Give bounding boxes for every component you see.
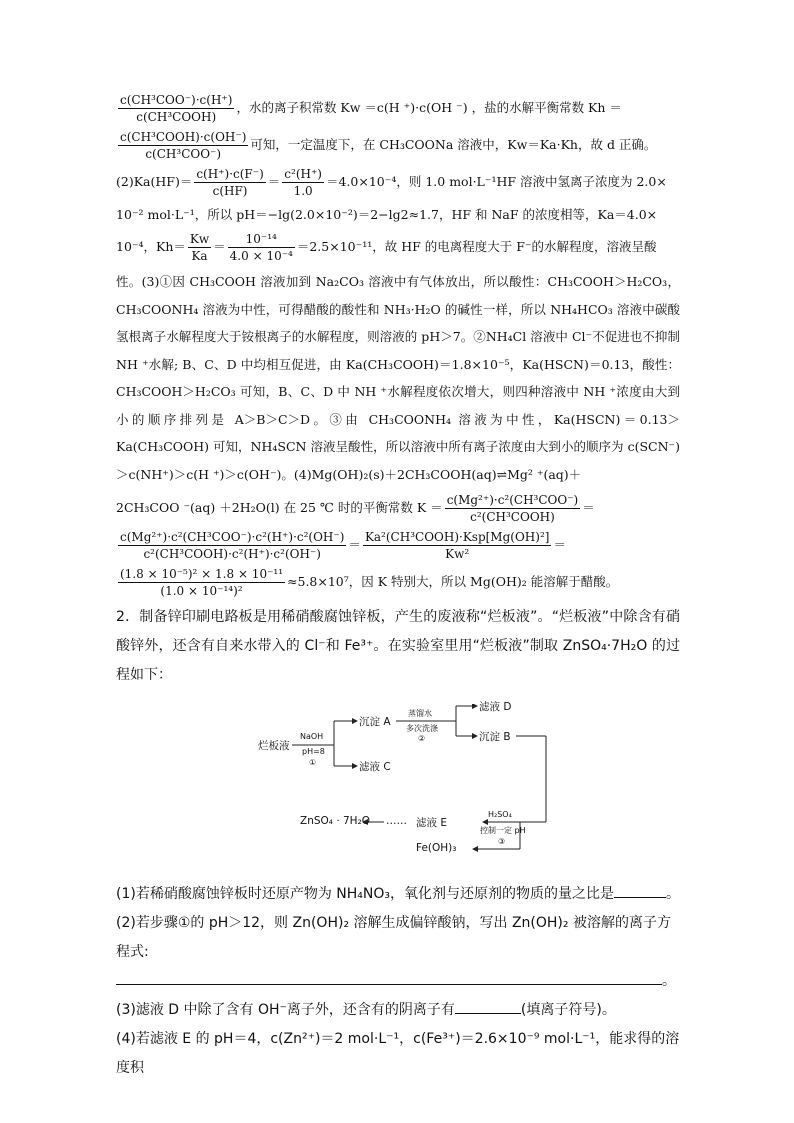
fraction <box>118 529 346 562</box>
document-page <box>116 88 680 1083</box>
question-text-end: (填离子符号)。 <box>520 1002 616 1018</box>
diagram-step1-condition: pH=8 <box>302 747 325 756</box>
question-2-part-1 <box>116 880 680 909</box>
solution-text: ≈5.8×10⁷，因 K 特别大，所以 Mg(OH)₂ 能溶解于醋酸。 <box>287 574 619 589</box>
diagram-step1-reagent: NaOH <box>300 732 324 741</box>
fraction-numerator: c²(H⁺) <box>284 167 322 181</box>
solution-text: 10⁻⁴，Kh＝ <box>116 239 186 254</box>
fraction-numerator: (1.8 × 10⁻⁵)² × 1.8 × 10⁻¹¹ <box>120 567 284 581</box>
diagram-precipitate-a: 沉淀 A <box>359 716 391 728</box>
fraction-denominator: c(CH³COOH) <box>136 110 217 124</box>
solution-line-5 <box>116 231 680 264</box>
diagram-filtrate-e: 滤液 E <box>416 817 447 829</box>
solution-line-14 <box>116 492 680 525</box>
question-text-end: 。 <box>666 886 680 902</box>
question-text-end: 。 <box>662 973 676 989</box>
diagram-product: ZnSO₄ · 7H₂O <box>300 815 371 827</box>
solution-text: ＝4.0×10⁻⁴，则 1.0 mol·L⁻¹HF 溶液中氢离子浓度为 2.0× <box>326 174 667 189</box>
fraction <box>118 92 234 125</box>
fraction <box>188 231 211 264</box>
equals-sign: ＝ <box>582 500 595 515</box>
solution-text: 2CH₃COO ⁻(aq) ＋2H₂O(l) 在 25 ℃ 时的平衡常数 K ＝ <box>116 500 443 515</box>
fraction-numerator: Kw <box>189 232 210 246</box>
solution-line-2 <box>116 129 680 162</box>
fraction <box>194 166 265 199</box>
fraction-denominator: Kw² <box>445 547 470 561</box>
fraction-denominator: Ka <box>191 249 208 263</box>
fraction-denominator: 1.0 <box>293 184 313 198</box>
diagram-filtrate-c: 滤液 C <box>359 761 391 773</box>
fraction <box>282 166 324 199</box>
diagram-step2-reagent: 蒸馏水 <box>408 709 432 718</box>
question-text: (1)若稀硝酸腐蚀锌板时还原产物为 NH₄NO₃，氧化剂与还原剂的物质的量之比是 <box>116 886 614 902</box>
question-2-part-2-answer <box>116 967 680 996</box>
fraction <box>118 129 248 162</box>
fraction-denominator: c(HF) <box>212 184 248 198</box>
question-2-part-2: (2)若步骤①的 pH＞12，则 Zn(OH)₂ 溶解生成偏锌酸钠，写出 Zn(OH)₂ 被溶解的离子方程式: <box>116 915 671 960</box>
fraction <box>363 529 552 562</box>
solution-text: 可知，一定温度下，在 CH₃COONa 溶液中，Kw＝Ka·Kh，故 d 正确。 <box>250 137 657 152</box>
solution-line-1 <box>116 92 680 125</box>
diagram-precipitate-b: 沉淀 B <box>479 731 511 743</box>
equals-sign: ＝ <box>267 174 281 189</box>
diagram-step1-number: ① <box>309 758 317 767</box>
solution-line-16 <box>116 566 680 599</box>
fraction-numerator: c(CH³COOH)·c(OH⁻) <box>120 130 247 144</box>
diagram-step3-number: ③ <box>498 837 506 846</box>
fraction-denominator: c²(CH³COOH) <box>470 510 555 524</box>
diagram-filtrate-d: 滤液 D <box>479 701 512 713</box>
fraction <box>445 492 581 525</box>
question-2-part-4: (4)若滤液 E 的 pH＝4，c(Zn²⁺)＝2 mol·L⁻¹，c(Fe³⁺)＝2.6×10⁻⁹ mol·L⁻¹，能求得的溶度积 <box>116 1031 680 1076</box>
diagram-step3-condition: 控制一定 pH <box>480 826 526 835</box>
fraction <box>228 231 295 264</box>
solution-line-4: 10⁻² mol·L⁻¹，所以 pH＝−lg(2.0×10⁻²)＝2−lg2≈1.7，HF 和 NaF 的浓度相等，Ka＝4.0× <box>116 207 658 222</box>
diagram-step2-number: ② <box>418 734 426 743</box>
fraction-denominator: 4.0 × 10⁻⁴ <box>229 249 293 263</box>
solution-paragraph: 性。(3)①因 CH₃COOH 溶液加到 Na₂CO₃ 溶液中有气体放出，所以酸性：CH₃COOH＞H₂CO₃，CH₃COONH₄ 溶液为中性，可得醋酸的酸性和 NH₃·H₂O 的碱性一样，所以 NH₄HCO₃ 溶液中碳酸氢根离子水解程度大于铵根离子的水解程度，则溶液的 pH＞7。②NH₄Cl 溶液中 Cl⁻不促进也不抑制 NH ⁺水解; B、C、D 中均相互促进，由 Ka(CH₃COOH)＝1.8×10⁻⁵，Ka(HSCN)＝0.13，酸性：CH₃COOH＞H₂CO₃ 可知，B、C、D 中 NH ⁺水解程度依次增大，则四种溶液中 NH ⁺浓度由大到小的顺序排列是 A＞B＞C＞D。③由 CH₃COONH₄ 溶液为中性，Ka(HSCN)＝0.13＞Ka(CH₃COOH) 可知，NH₄SCN 溶液呈酸性，所以溶液中所有离子浓度由大到小的顺序为 c(SCN⁻)＞c(NH⁺)＞c(H ⁺)＞c(OH⁻)。(4)Mg(OH)₂(s)＋2CH₃COOH(aq)⇌Mg² ⁺(aq)＋ <box>116 274 680 482</box>
solution-line-15 <box>116 529 680 562</box>
question-2-part-3 <box>116 996 680 1025</box>
fraction-numerator: c(Mg²⁺)·c²(CH³COO⁻)·c²(H⁺)·c²(OH⁻) <box>120 530 345 544</box>
fraction-numerator: 10⁻¹⁴ <box>228 231 295 248</box>
answer-blank[interactable] <box>455 1000 521 1014</box>
equals-sign: ＝ <box>553 537 566 552</box>
fraction <box>118 566 285 599</box>
solution-text: (2)Ka(HF)＝ <box>116 174 193 189</box>
diagram-step2-condition: 多次洗涤 <box>406 724 438 733</box>
solution-text: ，水的离子积常数 Kw ＝c(H ⁺)·c(OH ⁻) ，盐的水解平衡常数 Kh ＝ <box>236 100 622 115</box>
fraction-denominator: (1.0 × 10⁻¹⁴)² <box>160 584 243 598</box>
solution-text: ＝2.5×10⁻¹¹，故 HF 的电离程度大于 F⁻的水解程度，溶液呈酸 <box>296 239 657 254</box>
fraction-numerator: c(Mg²⁺)·c²(CH³COO⁻) <box>446 493 579 507</box>
fraction-numerator: c(H⁺)·c(F⁻) <box>196 167 264 181</box>
process-flow-diagram <box>116 701 680 874</box>
diagram-ellipsis: …… <box>386 815 407 827</box>
fraction-denominator: c(CH³COO⁻) <box>145 147 222 161</box>
fraction-numerator: c(CH³COO⁻)·c(H⁺) <box>120 93 233 107</box>
solution-line-3 <box>116 166 680 199</box>
equals-sign: ＝ <box>213 239 226 254</box>
diagram-step3-reagent: H₂SO₄ <box>488 810 512 819</box>
flow-arrows <box>116 704 680 874</box>
answer-blank[interactable] <box>116 971 662 985</box>
question-text: (3)滤液 D 中除了含有 OH⁻离子外，还含有的阴离子有 <box>116 1002 455 1018</box>
diagram-iron-hydroxide: Fe(OH)₃ <box>416 842 457 854</box>
answer-blank[interactable] <box>614 884 666 898</box>
question-2-intro: 2．制备锌印刷电路板是用稀硝酸腐蚀锌板，产生的废液称“烂板液”。“烂板液”中除含有硝酸锌外，还含有自来水带入的 Cl⁻和 Fe³⁺。在实验室里用“烂板液”制取 ZnSO₄·7H₂O 的过程如下： <box>116 609 680 683</box>
diagram-start: 烂板液 <box>258 740 290 752</box>
fraction-denominator: c²(CH³COOH)·c²(H⁺)·c²(OH⁻) <box>143 547 321 561</box>
equals-sign: ＝ <box>348 537 361 552</box>
fraction-numerator: Ka²(CH³COOH)·Ksp[Mg(OH)²] <box>364 530 550 544</box>
